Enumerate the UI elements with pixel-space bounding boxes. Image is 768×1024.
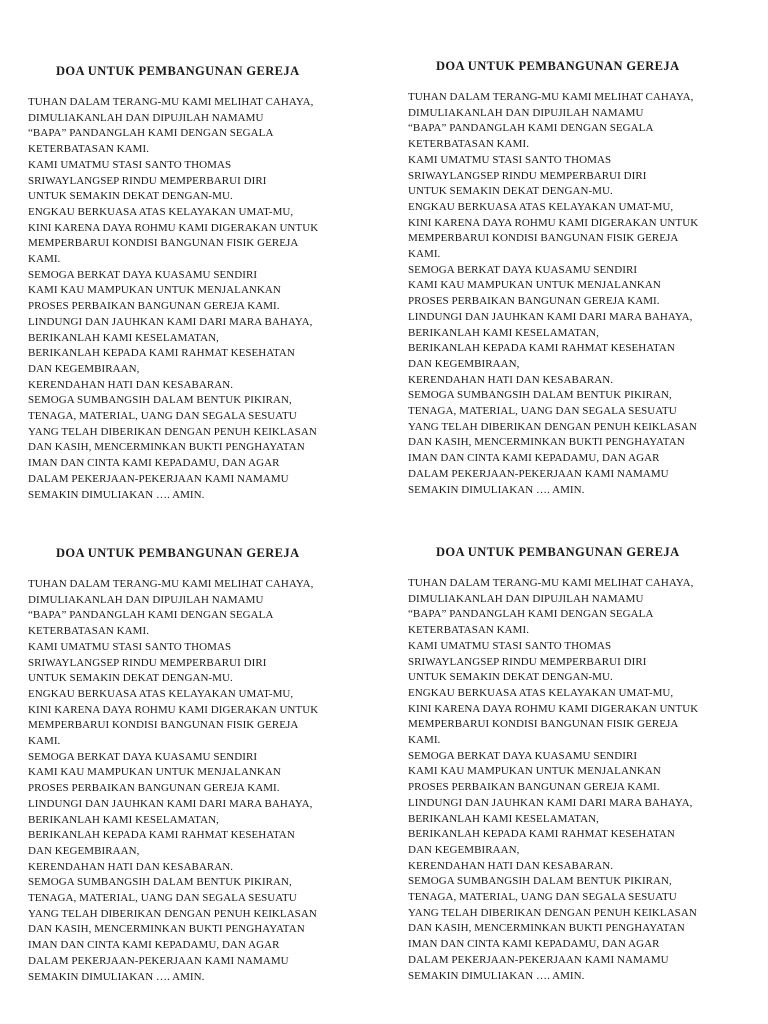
prayer-line: SEMOGA SUMBANGSIH DALAM BENTUK PIKIRAN,	[28, 876, 292, 889]
prayer-line: SEMOGA BERKAT DAYA KUASAMU SENDIRI	[28, 268, 258, 281]
prayer-line: UNTUK SEMAKIN DEKAT DENGAN-MU.	[28, 672, 233, 685]
prayer-body	[408, 576, 753, 984]
prayer-line: TUHAN DALAM TERANG-MU KAMI MELIHAT CAHAYA,	[28, 578, 314, 590]
prayer-line: BERIKANLAH KAMI KESELAMATAN,	[28, 331, 219, 344]
prayer-body	[28, 577, 373, 985]
prayer-line: “BAPA” PANDANGLAH KAMI DENGAN SEGALA	[28, 609, 274, 622]
prayer-line: SEMOGA BERKAT DAYA KUASAMU SENDIRI	[28, 750, 258, 763]
prayer-line: DALAM PEKERJAAN-PEKERJAAN KAMI NAMAMU	[408, 467, 669, 480]
prayer-line: LINDUNGI DAN JAUHKAN KAMI DARI MARA BAHAYA,	[28, 315, 313, 328]
prayer-line: KAMI KAU MAMPUKAN UNTUK MENJALANKAN	[408, 279, 661, 292]
prayer-line: DAN KASIH, MENCERMINKAN BUKTI PENGHAYATAN	[408, 922, 685, 935]
prayer-line: KAMI.	[28, 253, 61, 266]
prayer-line: SRIWAYLANGSEP RINDU MEMPERBARUI DIRI	[408, 655, 647, 668]
prayer-line: UNTUK SEMAKIN DEKAT DENGAN-MU.	[408, 185, 613, 198]
prayer-line: PROSES PERBAIKAN BANGUNAN GEREJA KAMI.	[408, 781, 660, 794]
prayer-line: KERENDAHAN HATI DAN KESABARAN.	[408, 373, 613, 386]
prayer-line: KAMI.	[28, 735, 61, 748]
prayer-line: KAMI UMATMU STASI SANTO THOMAS	[408, 639, 612, 652]
prayer-line: SEMOGA BERKAT DAYA KUASAMU SENDIRI	[408, 749, 638, 762]
prayer-line: ENGKAU BERKUASA ATAS KELAYAKAN UMAT-MU,	[28, 205, 294, 218]
prayer-line: KAMI.	[408, 248, 441, 261]
prayer-card-top-right	[408, 59, 753, 498]
prayer-line: YANG TELAH DIBERIKAN DENGAN PENUH KEIKLASAN	[408, 906, 697, 919]
prayer-line: DIMULIAKANLAH DAN DIPUJILAH NAMAMU	[408, 106, 644, 119]
prayer-body	[408, 90, 753, 498]
prayer-line: MEMPERBARUI KONDISI BANGUNAN FISIK GEREJA	[408, 718, 679, 731]
prayer-line: “BAPA” PANDANGLAH KAMI DENGAN SEGALA	[408, 122, 654, 135]
prayer-line: SEMOGA SUMBANGSIH DALAM BENTUK PIKIRAN,	[408, 875, 672, 888]
prayer-line: PROSES PERBAIKAN BANGUNAN GEREJA KAMI.	[28, 782, 280, 795]
prayer-line: DAN KASIH, MENCERMINKAN BUKTI PENGHAYATAN	[408, 436, 685, 449]
prayer-line: “BAPA” PANDANGLAH KAMI DENGAN SEGALA	[408, 608, 654, 621]
prayer-line: MEMPERBARUI KONDISI BANGUNAN FISIK GEREJA	[28, 237, 299, 250]
prayer-line: BERIKANLAH KAMI KESELAMATAN,	[28, 813, 219, 826]
prayer-line: DAN KEGEMBIRAAN,	[28, 844, 140, 857]
prayer-line: TENAGA, MATERIAL, UANG DAN SEGALA SESUATU	[28, 892, 297, 905]
prayer-line: KAMI KAU MAMPUKAN UNTUK MENJALANKAN	[28, 284, 281, 297]
prayer-line: LINDUNGI DAN JAUHKAN KAMI DARI MARA BAHAYA,	[408, 310, 693, 323]
prayer-line: KAMI UMATMU STASI SANTO THOMAS	[28, 640, 232, 653]
prayer-line: KINI KARENA DAYA ROHMU KAMI DIGERAKAN UNTUK	[408, 702, 699, 715]
prayer-line: DAN KEGEMBIRAAN,	[408, 843, 520, 856]
prayer-line: KERENDAHAN HATI DAN KESABARAN.	[28, 378, 233, 391]
prayer-line: LINDUNGI DAN JAUHKAN KAMI DARI MARA BAHAYA,	[28, 797, 313, 810]
prayer-line: SEMAKIN DIMULIAKAN …. AMIN.	[28, 970, 205, 983]
prayer-line: IMAN DAN CINTA KAMI KEPADAMU, DAN AGAR	[28, 457, 280, 470]
prayer-line: KAMI KAU MAMPUKAN UNTUK MENJALANKAN	[408, 765, 661, 778]
prayer-line: DALAM PEKERJAAN-PEKERJAAN KAMI NAMAMU	[28, 954, 289, 967]
prayer-line: MEMPERBARUI KONDISI BANGUNAN FISIK GEREJA	[28, 719, 299, 732]
prayer-line: IMAN DAN CINTA KAMI KEPADAMU, DAN AGAR	[28, 939, 280, 952]
prayer-line: YANG TELAH DIBERIKAN DENGAN PENUH KEIKLASAN	[28, 425, 317, 438]
prayer-title: DOA UNTUK PEMBANGUNAN GEREJA	[56, 546, 300, 560]
prayer-title: DOA UNTUK PEMBANGUNAN GEREJA	[436, 545, 680, 559]
prayer-line: KETERBATASAN KAMI.	[408, 624, 530, 637]
prayer-line: YANG TELAH DIBERIKAN DENGAN PENUH KEIKLASAN	[28, 907, 317, 920]
prayer-line: DAN KEGEMBIRAAN,	[408, 357, 520, 370]
prayer-line: BERIKANLAH KEPADA KAMI RAHMAT KESEHATAN	[28, 347, 295, 360]
prayer-line: UNTUK SEMAKIN DEKAT DENGAN-MU.	[28, 190, 233, 203]
prayer-line: KAMI KAU MAMPUKAN UNTUK MENJALANKAN	[28, 766, 281, 779]
prayer-line: TUHAN DALAM TERANG-MU KAMI MELIHAT CAHAYA,	[408, 577, 694, 589]
prayer-line: SEMAKIN DIMULIAKAN …. AMIN.	[28, 488, 205, 501]
prayer-line: DIMULIAKANLAH DAN DIPUJILAH NAMAMU	[28, 593, 264, 606]
prayer-line: KERENDAHAN HATI DAN KESABARAN.	[408, 859, 613, 872]
prayer-line: ENGKAU BERKUASA ATAS KELAYAKAN UMAT-MU,	[28, 687, 294, 700]
prayer-card-top-left	[28, 64, 373, 503]
prayer-line: MEMPERBARUI KONDISI BANGUNAN FISIK GEREJA	[408, 232, 679, 245]
prayer-line: DALAM PEKERJAAN-PEKERJAAN KAMI NAMAMU	[28, 472, 289, 485]
prayer-line: SEMOGA SUMBANGSIH DALAM BENTUK PIKIRAN,	[408, 389, 672, 402]
prayer-line: LINDUNGI DAN JAUHKAN KAMI DARI MARA BAHAYA,	[408, 796, 693, 809]
prayer-line: BERIKANLAH KAMI KESELAMATAN,	[408, 812, 599, 825]
prayer-line: PROSES PERBAIKAN BANGUNAN GEREJA KAMI.	[28, 300, 280, 313]
prayer-line: BERIKANLAH KEPADA KAMI RAHMAT KESEHATAN	[28, 829, 295, 842]
prayer-line: TUHAN DALAM TERANG-MU KAMI MELIHAT CAHAYA,	[28, 96, 314, 108]
prayer-card-bottom-left	[28, 546, 373, 985]
prayer-title: DOA UNTUK PEMBANGUNAN GEREJA	[436, 59, 680, 73]
prayer-line: KINI KARENA DAYA ROHMU KAMI DIGERAKAN UNTUK	[28, 703, 319, 716]
prayer-line: ENGKAU BERKUASA ATAS KELAYAKAN UMAT-MU,	[408, 686, 674, 699]
prayer-line: KETERBATASAN KAMI.	[28, 143, 150, 156]
prayer-line: KAMI UMATMU STASI SANTO THOMAS	[28, 158, 232, 171]
prayer-line: SEMOGA SUMBANGSIH DALAM BENTUK PIKIRAN,	[28, 394, 292, 407]
prayer-line: KAMI.	[408, 734, 441, 747]
prayer-line: KINI KARENA DAYA ROHMU KAMI DIGERAKAN UNTUK	[408, 216, 699, 229]
prayer-line: IMAN DAN CINTA KAMI KEPADAMU, DAN AGAR	[408, 938, 660, 951]
prayer-line: TENAGA, MATERIAL, UANG DAN SEGALA SESUATU	[408, 405, 677, 418]
prayer-line: SRIWAYLANGSEP RINDU MEMPERBARUI DIRI	[28, 174, 267, 187]
prayer-line: DALAM PEKERJAAN-PEKERJAAN KAMI NAMAMU	[408, 953, 669, 966]
prayer-body	[28, 95, 373, 503]
prayer-line: DAN KASIH, MENCERMINKAN BUKTI PENGHAYATAN	[28, 441, 305, 454]
prayer-line: BERIKANLAH KAMI KESELAMATAN,	[408, 326, 599, 339]
prayer-line: KAMI UMATMU STASI SANTO THOMAS	[408, 153, 612, 166]
prayer-line: SRIWAYLANGSEP RINDU MEMPERBARUI DIRI	[28, 656, 267, 669]
prayer-line: BERIKANLAH KEPADA KAMI RAHMAT KESEHATAN	[408, 342, 675, 355]
prayer-line: TENAGA, MATERIAL, UANG DAN SEGALA SESUATU	[408, 891, 677, 904]
prayer-line: YANG TELAH DIBERIKAN DENGAN PENUH KEIKLASAN	[408, 420, 697, 433]
prayer-line: TUHAN DALAM TERANG-MU KAMI MELIHAT CAHAYA,	[408, 91, 694, 103]
prayer-line: DIMULIAKANLAH DAN DIPUJILAH NAMAMU	[28, 111, 264, 124]
prayer-line: ENGKAU BERKUASA ATAS KELAYAKAN UMAT-MU,	[408, 200, 674, 213]
prayer-line: KETERBATASAN KAMI.	[28, 625, 150, 638]
prayer-line: PROSES PERBAIKAN BANGUNAN GEREJA KAMI.	[408, 295, 660, 308]
prayer-line: DIMULIAKANLAH DAN DIPUJILAH NAMAMU	[408, 592, 644, 605]
prayer-line: SEMAKIN DIMULIAKAN …. AMIN.	[408, 969, 585, 982]
prayer-line: SEMAKIN DIMULIAKAN …. AMIN.	[408, 483, 585, 496]
prayer-line: “BAPA” PANDANGLAH KAMI DENGAN SEGALA	[28, 127, 274, 140]
prayer-line: KERENDAHAN HATI DAN KESABARAN.	[28, 860, 233, 873]
prayer-line: DAN KASIH, MENCERMINKAN BUKTI PENGHAYATAN	[28, 923, 305, 936]
prayer-line: BERIKANLAH KEPADA KAMI RAHMAT KESEHATAN	[408, 828, 675, 841]
prayer-line: KETERBATASAN KAMI.	[408, 138, 530, 151]
prayer-card-bottom-right	[408, 545, 753, 984]
prayer-line: UNTUK SEMAKIN DEKAT DENGAN-MU.	[408, 671, 613, 684]
prayer-line: TENAGA, MATERIAL, UANG DAN SEGALA SESUATU	[28, 410, 297, 423]
prayer-line: DAN KEGEMBIRAAN,	[28, 362, 140, 375]
prayer-line: KINI KARENA DAYA ROHMU KAMI DIGERAKAN UNTUK	[28, 221, 319, 234]
prayer-line: IMAN DAN CINTA KAMI KEPADAMU, DAN AGAR	[408, 452, 660, 465]
prayer-line: SEMOGA BERKAT DAYA KUASAMU SENDIRI	[408, 263, 638, 276]
prayer-title: DOA UNTUK PEMBANGUNAN GEREJA	[56, 64, 300, 78]
prayer-line: SRIWAYLANGSEP RINDU MEMPERBARUI DIRI	[408, 169, 647, 182]
